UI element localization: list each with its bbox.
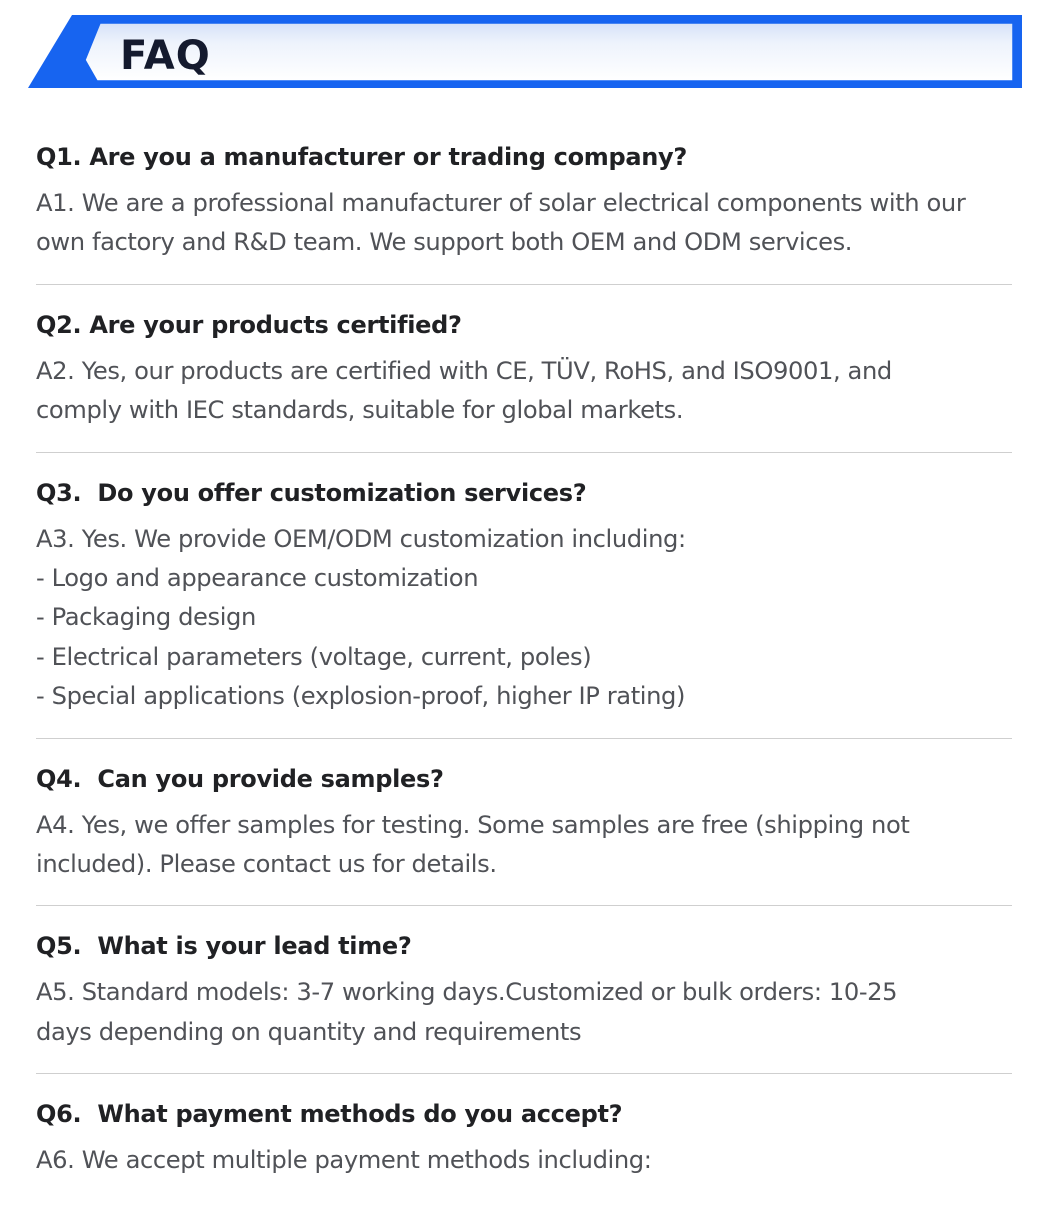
- faq-item: [36, 926, 1012, 1074]
- faq-answer: [36, 520, 1012, 717]
- answer-line: days depending on quantity and requirements: [36, 1017, 582, 1046]
- faq-item: [36, 137, 1012, 285]
- answer-line: included). Please contact us for details.: [36, 850, 497, 879]
- page-title: FAQ: [120, 33, 211, 79]
- faq-item: [36, 473, 1012, 739]
- answer-line: - Electrical parameters (voltage, current, poles): [36, 642, 592, 671]
- banner-inner-panel: [85, 23, 1013, 81]
- faq-question: Q6. What payment methods do you accept?: [36, 1100, 623, 1129]
- faq-banner: [0, 0, 1060, 100]
- faq-answer: [36, 1141, 1012, 1180]
- faq-answer: [36, 184, 1012, 263]
- faq-list: [36, 137, 1012, 1222]
- faq-answer: [36, 973, 1012, 1052]
- answer-line: A2. Yes, our products are certified with CE, TÜV, RoHS, and ISO9001, and: [36, 356, 892, 385]
- answer-line: comply with IEC standards, suitable for global markets.: [36, 396, 684, 425]
- faq-question: Q1. Are you a manufacturer or trading company?: [36, 143, 688, 171]
- answer-line: A3. Yes. We provide OEM/ODM customization including:: [36, 524, 686, 553]
- faq-item: [36, 1094, 1012, 1201]
- answer-line: own factory and R&D team. We support both OEM and ODM services.: [36, 228, 853, 257]
- faq-answer: [36, 352, 1012, 431]
- faq-question: Q5. What is your lead time?: [36, 932, 412, 961]
- faq-question: Q3. Do you offer customization services?: [36, 478, 587, 507]
- answer-line: - Special applications (explosion-proof, higher IP rating): [36, 682, 686, 711]
- faq-question: Q4. Can you provide samples?: [36, 764, 444, 793]
- answer-line: A1. We are a professional manufacturer of solar electrical components with our: [36, 189, 966, 217]
- faq-item: [36, 759, 1012, 907]
- answer-line: A6. We accept multiple payment methods including:: [36, 1146, 652, 1175]
- answer-line: A4. Yes, we offer samples for testing. Some samples are free (shipping not: [36, 810, 910, 839]
- faq-question: Q2. Are your products certified?: [36, 310, 462, 339]
- answer-line: - Logo and appearance customization: [36, 564, 479, 593]
- answer-line: - Packaging design: [36, 603, 256, 632]
- faq-answer: [36, 806, 1012, 885]
- faq-item: [36, 305, 1012, 453]
- answer-line: A5. Standard models: 3-7 working days.Customized or bulk orders: 10-25: [36, 978, 898, 1007]
